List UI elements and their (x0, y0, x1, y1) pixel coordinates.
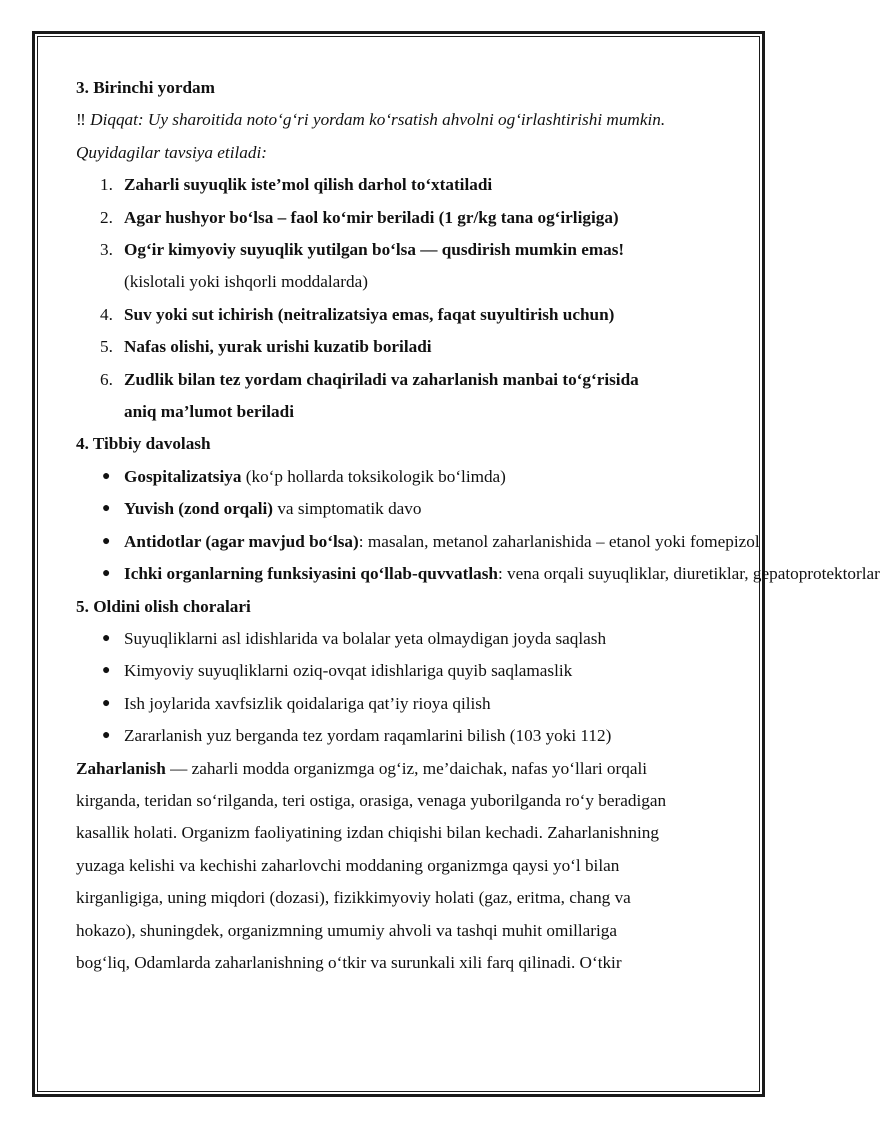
bullet-icon: ● (102, 695, 111, 711)
list-number: 6. (100, 369, 113, 389)
paragraph-line: hokazo), shuningdek, organizmning umumiy ahvoli va tashqi muhit omillariga (76, 920, 618, 940)
paragraph-line: kasallik holati. Organizm faoliyatining izdan chiqishi bilan kechadi. Zaharlanishning (76, 823, 659, 843)
bullet-icon: ● (102, 501, 111, 517)
paragraph-line: kirganligiga, uning miqdori (dozasi), fizikkimyoviy holati (gaz, eritma, chang va (76, 888, 631, 908)
list-item-text: Suyuqliklarni asl idishlarida va bolalar yeta olmaydigan joyda saqlash (124, 628, 607, 648)
list-item (76, 461, 736, 493)
paragraph-line: kirganda, teridan so‘rilganda, teri ostiga, orasiga, venaga yuborilganda ro‘y beradigan (76, 790, 667, 810)
bullet-icon: ● (102, 630, 111, 646)
list-item-term: Ichki organlarning funksiyasini qo‘llab-quvvatlash (124, 564, 498, 584)
list-item-text: va simptomatik davo (273, 499, 422, 519)
list-item (76, 558, 880, 590)
first-aid-list (76, 169, 736, 428)
section-heading-prevention: 5. Oldini olish choralari (76, 596, 251, 616)
list-item (76, 202, 736, 234)
list-item (76, 234, 736, 299)
list-item (76, 169, 736, 201)
list-item-text-continued: aniq ma’lumot beriladi (124, 402, 294, 422)
definition-paragraph (76, 753, 736, 980)
double-exclamation-icon: ‼ (76, 110, 86, 130)
defined-term: Zaharlanish (76, 758, 166, 778)
list-item-text: Agar hushyor bo‘lsa – faol ko‘mir beriladi (1 gr/kg tana og‘irligiga) (124, 207, 619, 227)
recommendations-intro: Quyidagilar tavsiya etiladi: (76, 142, 267, 162)
bullet-icon: ● (102, 468, 111, 484)
bullet-icon: ● (102, 663, 111, 679)
list-item-term: Antidotlar (agar mavjud bo‘lsa) (124, 531, 359, 551)
bullet-icon: ● (102, 533, 111, 549)
list-item-text: Zararlanish yuz berganda tez yordam raqamlarini bilish (103 yoki 112) (124, 726, 612, 746)
list-item-text: : masalan, metanol zaharlanishida – etanol (358, 531, 651, 551)
paragraph-line: yuzaga kelishi va kechishi zaharlovchi moddaning organizmga qaysi yo‘l bilan (76, 855, 620, 875)
document-body (76, 72, 880, 979)
list-number: 3. (100, 240, 113, 260)
list-item-text: Nafas olishi, yurak urishi kuzatib boriladi (124, 337, 432, 357)
section-heading-first-aid: 3. Birinchi yordam (76, 78, 215, 97)
list-number: 2. (100, 207, 113, 227)
bullet-icon: ● (102, 728, 111, 744)
section-heading-medical-treatment: 4. Tibbiy davolash (76, 434, 211, 454)
list-item-text: Og‘ir kimyoviy suyuqlik yutilgan bo‘lsa — qusdirish mumkin emas! (124, 240, 625, 260)
bullet-icon: ● (102, 566, 111, 582)
list-item-text: (ko‘p hollarda toksikologik bo‘limda) (241, 466, 506, 486)
list-item (76, 331, 736, 363)
treatment-list (76, 461, 880, 591)
list-item-text-continued: yoki fomepizol (655, 531, 760, 551)
list-item (76, 364, 736, 429)
list-item (76, 655, 736, 687)
list-item-text: Ish joylarida xavfsizlik qoidalariga qat’iy rioya qilish (124, 693, 491, 713)
warning-line (76, 104, 736, 136)
list-item (76, 623, 736, 655)
list-item (76, 526, 760, 558)
list-item (76, 720, 736, 752)
list-item-text-continued: diuretiklar, gepatoprotektorlar (673, 564, 880, 584)
prevention-list (76, 623, 736, 753)
list-item (76, 688, 736, 720)
list-item-term: Gospitalizatsiya (124, 466, 242, 486)
list-item-text: Zaharli suyuqlik iste’mol qilish darhol to‘xtatiladi (124, 175, 493, 195)
list-item-text: Suv yoki sut ichirish (neitralizatsiya emas, faqat suyultirish uchun) (124, 304, 615, 324)
list-item-note: (kislotali yoki ishqorli moddalarda) (124, 272, 368, 292)
warning-text: Diqqat: Uy sharoitida noto‘g‘ri yordam ko‘rsatish ahvolni og‘irlashtirishi mumkin. (90, 110, 666, 130)
paragraph-line: Zaharlanish — zaharli modda organizmga og‘iz, me’daichak, nafas yo‘llari orqali (76, 758, 648, 778)
list-item-term: Yuvish (zond orqali) (124, 499, 274, 519)
list-number: 4. (100, 304, 113, 324)
list-item-text: Zudlik bilan tez yordam chaqiriladi va zaharlanish manbai to‘g‘risida (124, 369, 639, 389)
list-item (76, 493, 736, 525)
list-number: 1. (100, 175, 113, 195)
paragraph-line: bog‘liq, Odamlarda zaharlanishning o‘tkir va surunkali xili farq qilinadi. O‘tkir (76, 952, 622, 972)
list-item (76, 299, 736, 331)
list-item-text: Kimyoviy suyuqliklarni oziq-ovqat idishlariga quyib saqlamaslik (124, 661, 573, 681)
list-number: 5. (100, 337, 113, 357)
list-item-text: : vena orqali suyuqliklar, (497, 564, 670, 584)
